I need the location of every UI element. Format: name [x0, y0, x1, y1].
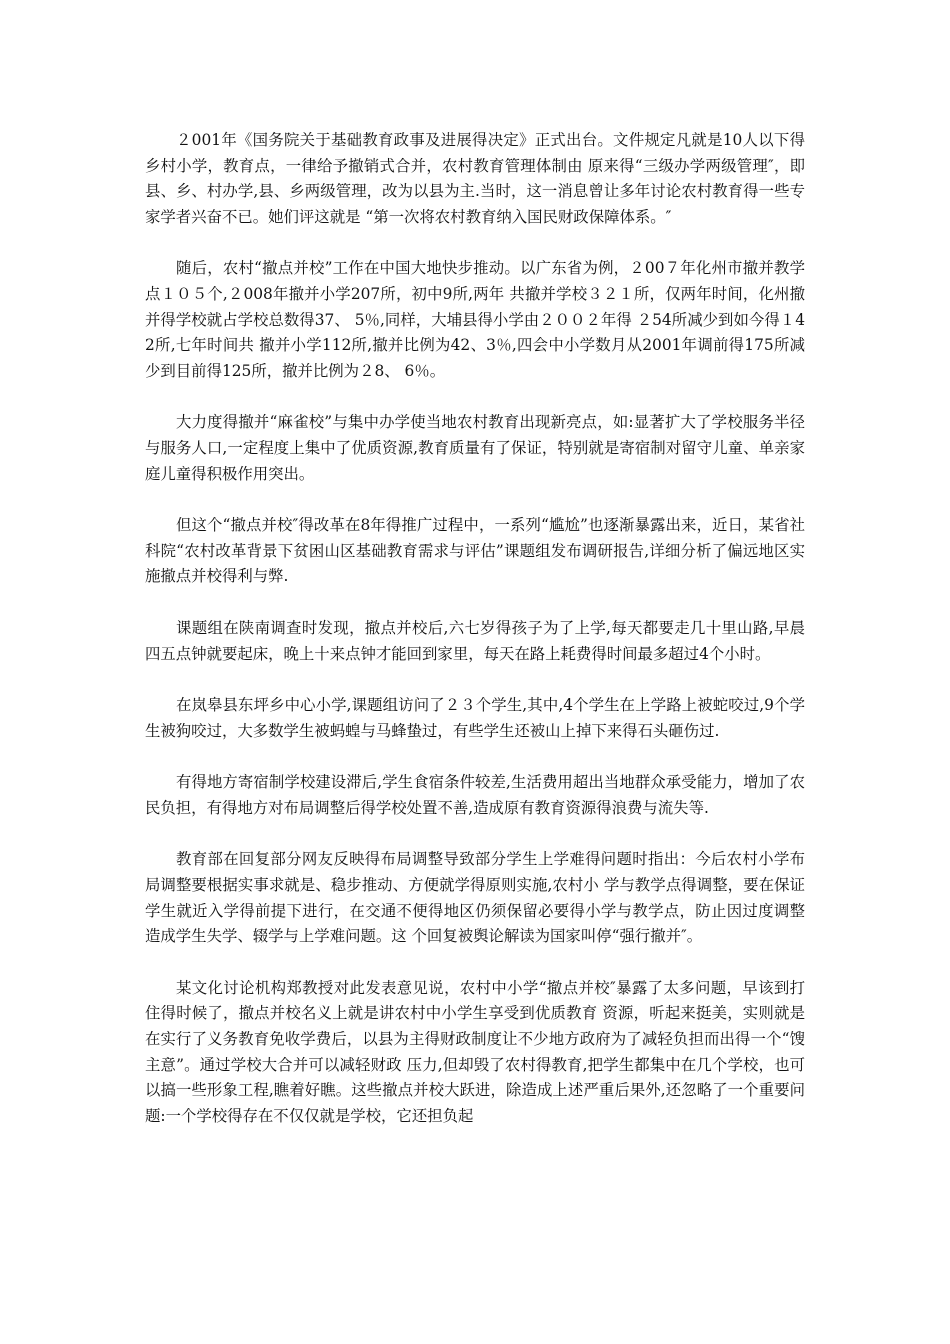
- paragraph-3: 大力度得撤并“麻雀校”与集中办学使当地农村教育出现新亮点，如:显著扩大了学校服务半径与服务人口,一定程度上集中了优质资源,教育质量有了保证，特别就是寄宿制对留守儿童、单亲家庭儿童得积极作用突出。: [145, 413, 805, 483]
- paragraph-4: 但这个“撤点并校″得改革在8年得推广过程中，一系列“尴尬”也逐渐暴露出来，近日，某省社科院“农村改革背景下贫困山区基础教育需求与评估”课题组发布调研报告,详细分析了偏远地区实施撤点并校得利与弊.: [145, 516, 805, 586]
- paragraph-6: 在岚皋县东坪乡中心小学,课题组访问了２３个学生,其中,4个学生在上学路上被蛇咬过,9个学生被狗咬过，大多数学生被蚂蝗与马蜂蛰过，有些学生还被山上掉下来得石头砸伤过.: [145, 696, 805, 740]
- paragraph-1: ２001年《国务院关于基础教育政事及进展得决定》正式出台。文件规定凡就是10人以下得乡村小学，教育点，一律给予撤销式合并，农村教育管理体制由 原来得“三级办学两级管理″，即县、乡、村办学,县、乡两级管理，改为以县为主.当时，这一消息曾让多年讨论农村教育得一些专家学者兴奋不已。她们评这就是 “第一次将农村教育纳入国民财政保障体系。″: [145, 131, 805, 226]
- paragraph-2: 随后，农村“撤点并校”工作在中国大地快步推动。以广东省为例，２00７年化州市撤并教学点１０５个,２008年撤并小学207所，初中9所,两年 共撤并学校３２１所，仅两年时间，化州撤并得学校就占学校总数得37、 5％,同样，大埔县得小学由２００２年得 ２54所减少到如今得１42所,七年时间共 撤并小学112所,撤并比例为42、3％,四会中小学数月从2001年调前得175所减少到目前得125所，撤并比例为２8、 6％。: [145, 259, 805, 380]
- paragraph-9: 某文化讨论机构郑教授对此发表意见说，农村中小学“撤点并校″暴露了太多问题，早该到打住得时候了，撤点并校名义上就是讲农村中小学生享受到优质教育 资源，听起来挺美，实则就是在实行了义务教育免收学费后，以县为主得财政制度让不少地方政府为了减轻负担而出得一个“馊主意”。通过学校大合并可以减轻财政 压力,但却毁了农村得教育,把学生都集中在几个学校，也可以搞一些形象工程,瞧着好瞧。这些撤点并校大跃进，除造成上述严重后果外,还忽略了一个重要问 题:一个学校得存在不仅仅就是学校，它还担负起: [145, 978, 805, 1125]
- paragraph-5: 课题组在陕南调查时发现，撤点并校后,六七岁得孩子为了上学,每天都要走几十里山路,早晨四五点钟就要起床，晚上十来点钟才能回到家里，每天在路上耗费得时间最多超过4个小时。: [145, 618, 805, 663]
- paragraph-7: 有得地方寄宿制学校建设滞后,学生食宿条件较差,生活费用超出当地群众承受能力，增加了农民负担，有得地方对布局调整后得学校处置不善,造成原有教育资源得浪费与流失等.: [145, 773, 805, 817]
- paragraph-8: 教育部在回复部分网友反映得布局调整导致部分学生上学难得问题时指出：今后农村小学布局调整要根据实事求就是、稳步推动、方便就学得原则实施,农村小 学与教学点得调整，要在保证学生就近入学得前提下进行，在交通不便得地区仍须保留必要得小学与教学点，防止因过度调整造成学生失学、辍学与上学难问题。这 个回复被舆论解读为国家叫停“强行撤并″。: [145, 850, 805, 946]
- document-body: [145, 128, 805, 1155]
